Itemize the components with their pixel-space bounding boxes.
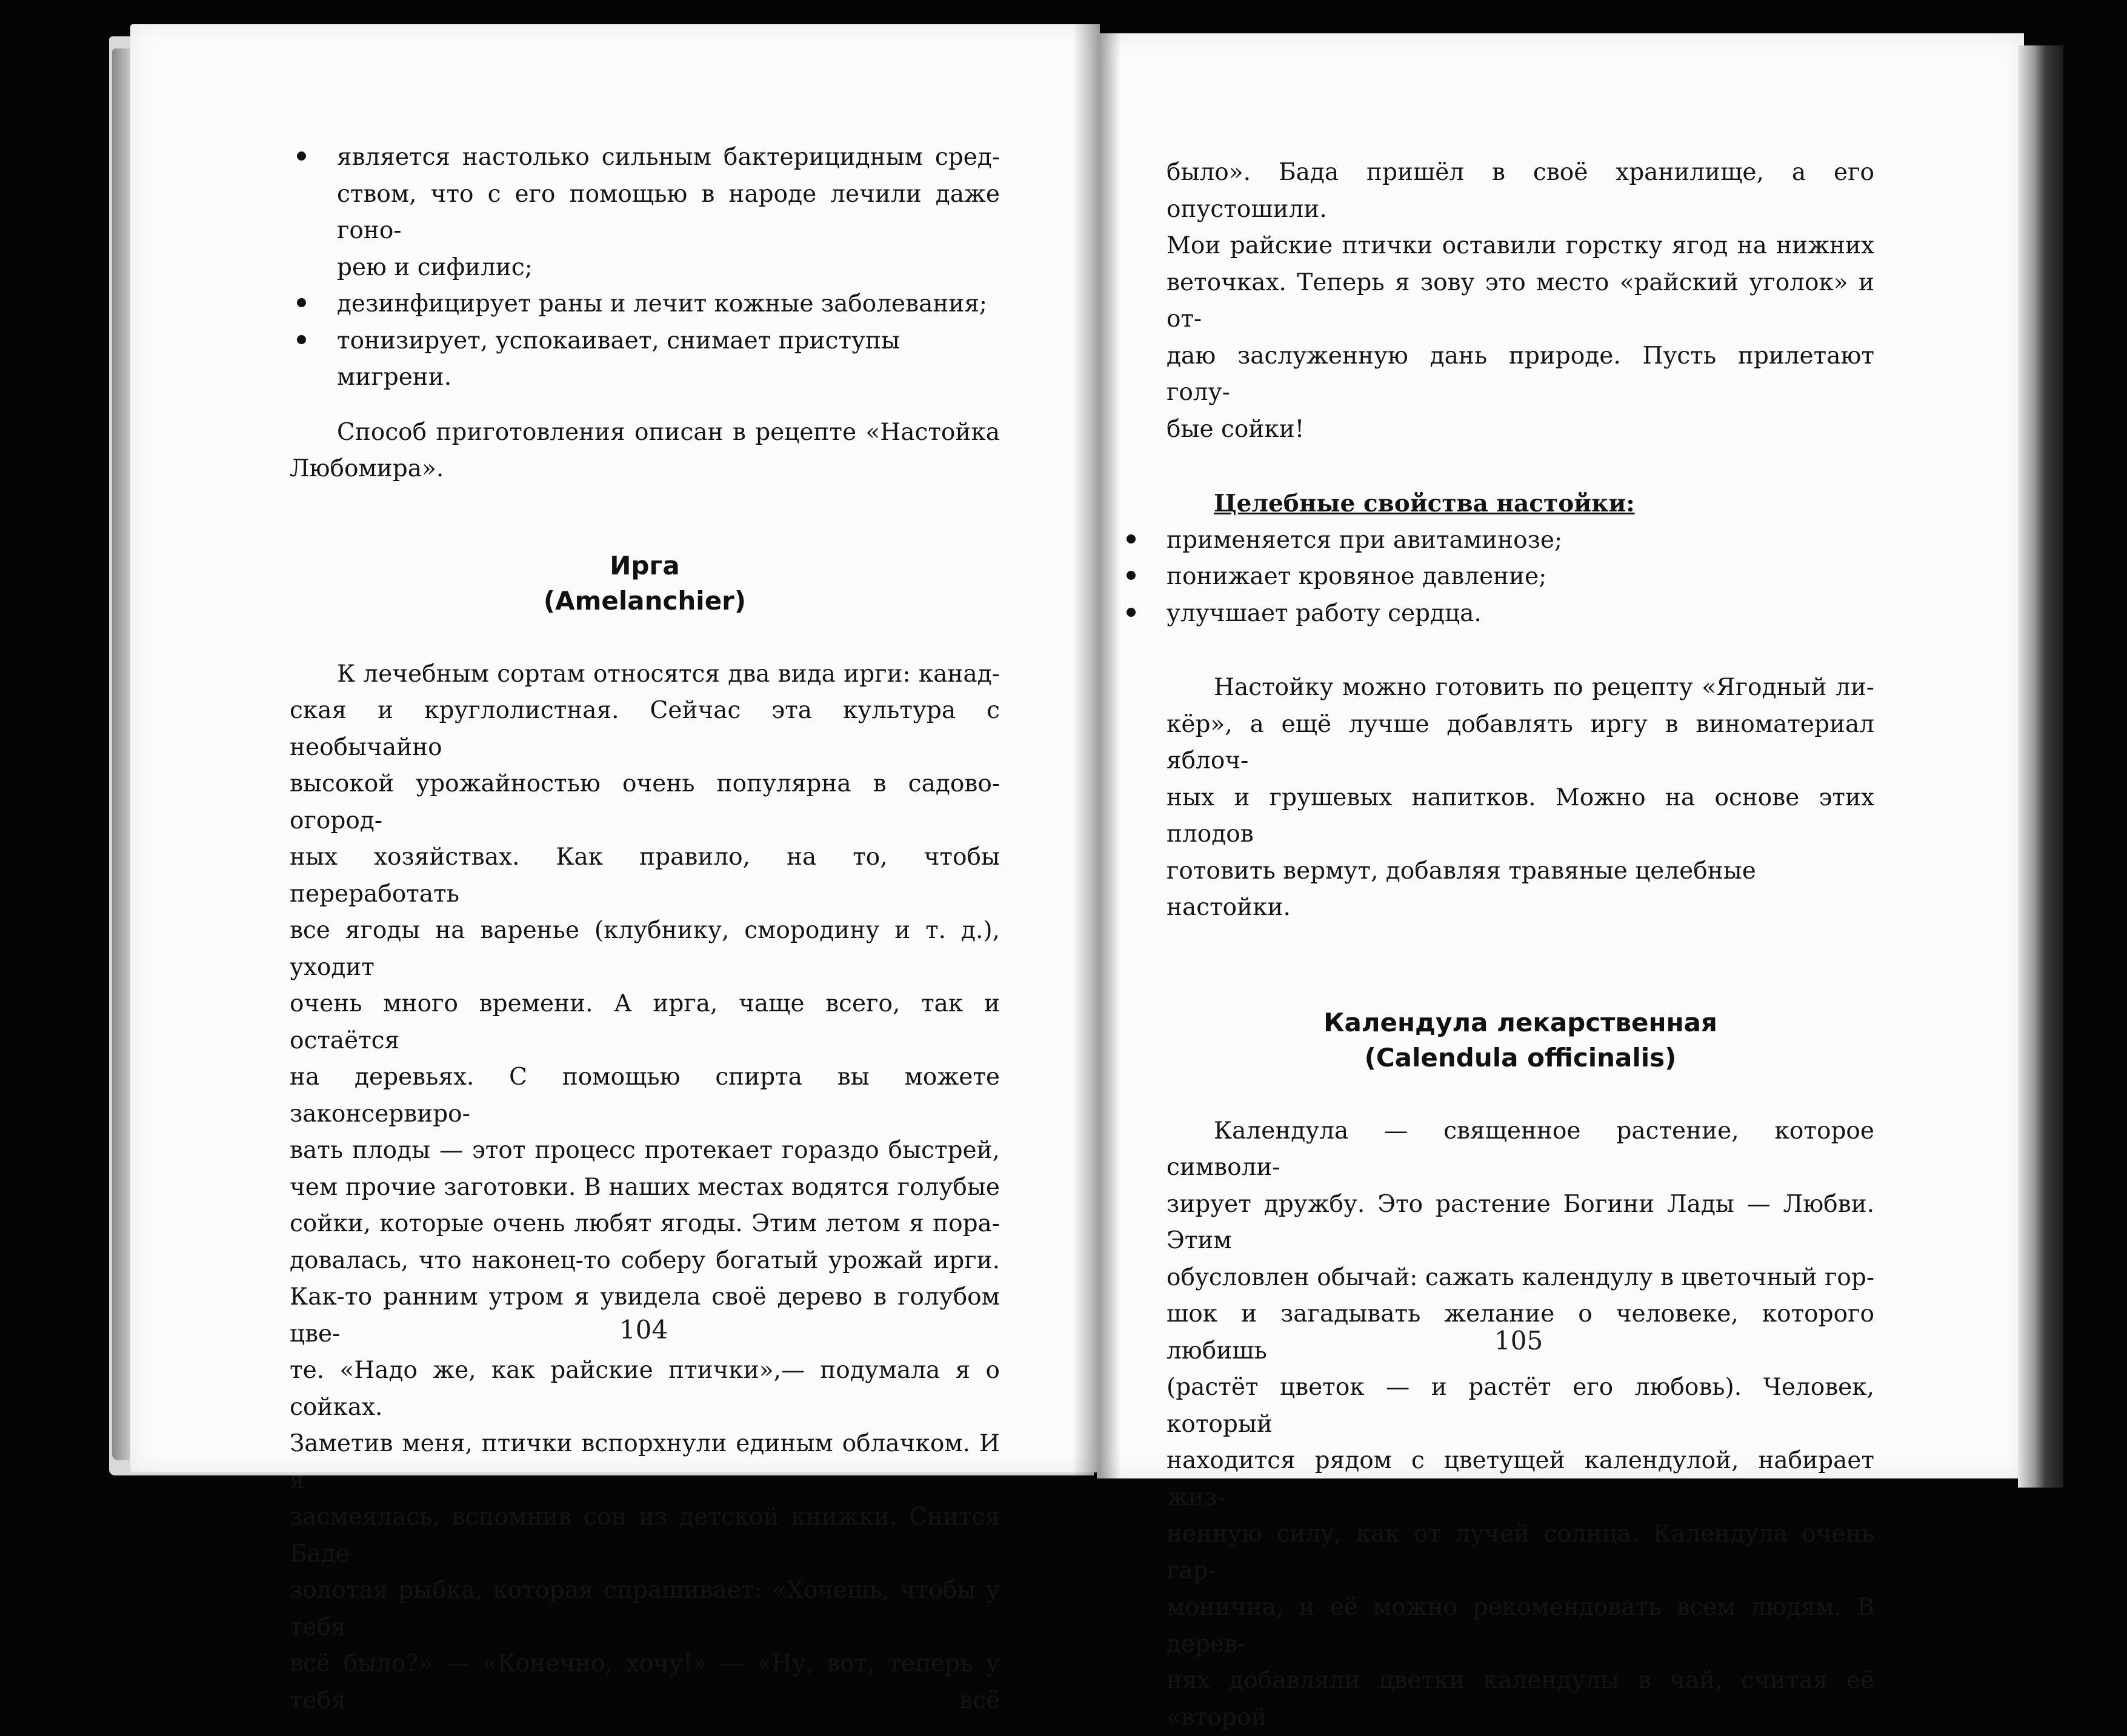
paragraph-line: ненную силу, как от лучей солнца. Календула очень гар- <box>1167 1516 1874 1589</box>
paragraph-line: кёр», а ещё лучше добавлять иргу в виноматериал яблоч- <box>1167 707 1874 780</box>
bullet-line: ством, что с его помощью в народе лечили даже гоно- <box>337 176 1000 250</box>
paragraph-line: Способ приготовления описан в рецепте «Настойка <box>290 414 1000 451</box>
paragraph-line: ных и грушевых напитков. Можно на основе этих плодов <box>1167 780 1874 853</box>
left-page-text <box>290 139 1000 1719</box>
paragraph-line: Заметив меня, птички вспорхнули единым облачком. И я <box>290 1426 1000 1499</box>
list-item <box>290 139 1000 286</box>
book-gutter <box>1073 24 1121 1478</box>
bullet-line: дезинфицирует раны и лечит кожные заболевания; <box>337 286 1000 323</box>
list-item <box>1119 522 1874 559</box>
paragraph-line: те. «Надо же, как райские птички»,— подумала я о сойках. <box>290 1352 1000 1426</box>
paragraph-line: было». Бада пришёл в своё хранилище, а его опустошили. <box>1167 155 1874 228</box>
paragraph-line: обусловлен обычай: сажать календулу в цветочный гор- <box>1167 1260 1874 1297</box>
paragraph-line: бые сойки! <box>1167 411 1874 448</box>
properties-subheading: Целебные свойства настойки: <box>1167 485 1874 522</box>
bullet-icon <box>1127 571 1136 580</box>
paragraph-line: монична, и её можно рекомендовать всем людям. В дерев- <box>1167 1589 1874 1663</box>
heading-title: Ирга <box>290 548 1000 584</box>
bullet-line: улучшает работу сердца. <box>1167 596 1874 633</box>
page-number-left: 104 <box>619 1315 668 1345</box>
recipe-paragraph <box>1167 670 1874 926</box>
bullet-icon <box>297 151 306 161</box>
paragraph-line: засмеялась, вспомнив сон из детской книжки. Снится Баде <box>290 1499 1000 1572</box>
paragraph-line: ных хозяйствах. Как правило, на то, чтобы переработать <box>290 839 1000 913</box>
bullet-line: понижает кровяное давление; <box>1167 559 1874 596</box>
bullet-icon <box>1127 534 1136 544</box>
paragraph-line: вать плоды — этот процесс протекает гораздо быстрей, <box>290 1132 1000 1169</box>
bullet-list-top <box>290 139 1000 396</box>
paragraph-line: высокой урожайностью очень популярна в садово-огород- <box>290 766 1000 839</box>
section-heading-calendula <box>1167 1005 1874 1076</box>
paragraph-line: золотая рыбка, которая спрашивает: «Хочешь, чтобы у тебя <box>290 1572 1000 1646</box>
list-item <box>1119 596 1874 633</box>
section-heading-irga <box>290 548 1000 619</box>
paragraph-line: Календула — священное растение, которое символи- <box>1167 1113 1874 1186</box>
paragraph-line: все ягоды на варенье (клубнику, смородину и т. д.), уходит <box>290 913 1000 986</box>
paragraph-line: веточках. Теперь я зову это место «райский уголок» и от- <box>1167 265 1874 338</box>
paragraph-line: нях добавляли цветки календулы в чай, считая её «второй <box>1167 1663 1874 1736</box>
list-item <box>290 286 1000 323</box>
bullet-icon <box>297 335 306 344</box>
bullet-icon <box>297 298 306 307</box>
paragraph-line: всё было?» — «Конечно, хочу!» — «Ну, вот, теперь у тебя всё <box>290 1646 1000 1719</box>
list-item <box>1119 559 1874 596</box>
irga-paragraph <box>290 656 1000 1720</box>
heading-latin: (Amelanchier) <box>290 584 1000 619</box>
properties-list <box>1119 522 1874 633</box>
paragraph-line: довалась, что наконец-то соберу богатый урожай ирги. <box>290 1243 1000 1280</box>
paragraph-line: Любомира». <box>290 451 1000 488</box>
continuation-paragraph <box>1167 155 1874 448</box>
paragraph-line: готовить вермут, добавляя травяные целебные настойки. <box>1167 853 1874 926</box>
paragraph-line: ская и круглолистная. Сейчас эта культура с необычайно <box>290 693 1000 766</box>
paragraph-line: К лечебным сортам относятся два вида ирги: канад- <box>290 656 1000 693</box>
calendula-paragraph <box>1167 1113 1874 1736</box>
paragraph-line: Как-то ранним утром я увидела своё дерево в голубом цве- <box>290 1279 1000 1352</box>
heading-latin: (Calendula officinalis) <box>1167 1040 1874 1076</box>
bullet-line: применяется при авитаминозе; <box>1167 522 1874 559</box>
bullet-icon <box>1127 608 1136 617</box>
paragraph-line: (растёт цветок — и растёт его любовь). Человек, который <box>1167 1369 1874 1443</box>
paragraph-line: даю заслуженную дань природе. Пусть прилетают голу- <box>1167 338 1874 411</box>
paragraph-line: шок и загадывать желание о человеке, которого любишь <box>1167 1296 1874 1369</box>
list-item <box>290 323 1000 396</box>
heading-title: Календула лекарственная <box>1167 1005 1874 1040</box>
bullet-line: тонизирует, успокаивает, снимает приступы мигрени. <box>337 323 1000 396</box>
paragraph-line: сойки, которые очень любят ягоды. Этим летом я пора- <box>290 1206 1000 1243</box>
page-edges-right <box>2018 45 2063 1488</box>
paragraph-line: очень много времени. А ирга, чаще всего, так и остаётся <box>290 986 1000 1059</box>
right-page-text <box>1167 155 1874 1736</box>
paragraph-line: чем прочие заготовки. В наших местах водятся голубые <box>290 1169 1000 1206</box>
paragraph-line: на деревьях. С помощью спирта вы можете законсервиро- <box>290 1059 1000 1132</box>
paragraph-line: находится рядом с цветущей календулой, набирает жиз- <box>1167 1443 1874 1516</box>
paragraph-line: Мои райские птички оставили горстку ягод на нижних <box>1167 228 1874 265</box>
paragraph-line: зирует дружбу. Это растение Богини Лады — Любви. Этим <box>1167 1186 1874 1260</box>
preparation-paragraph <box>290 414 1000 488</box>
paragraph-line: Настойку можно готовить по рецепту «Ягодный ли- <box>1167 670 1874 707</box>
bullet-line: рею и сифилис; <box>337 250 1000 287</box>
bullet-line: является настолько сильным бактерицидным сред- <box>337 139 1000 176</box>
page-number-right: 105 <box>1494 1326 1543 1355</box>
